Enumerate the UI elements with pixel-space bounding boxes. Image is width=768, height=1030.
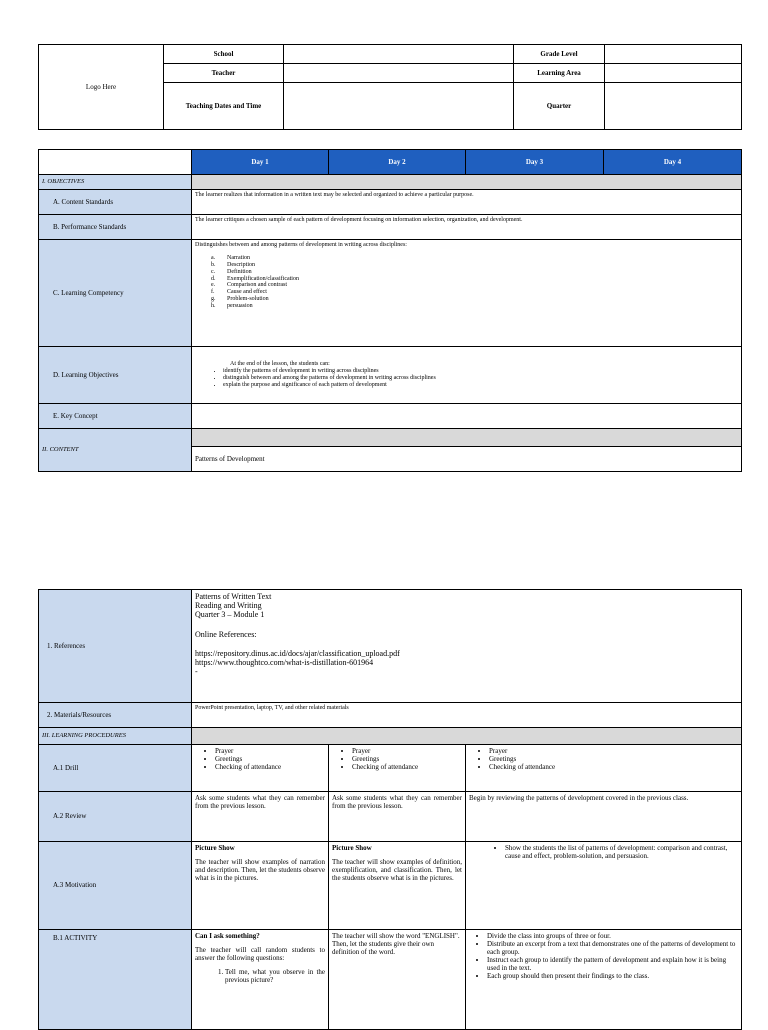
review-day-1: Ask some students what they can remember from the previous lesson. [192, 792, 329, 842]
drill-item: • Greetings [215, 755, 325, 763]
motivation-text: The teacher will show examples of definition, exemplification, and classification. Then, let the students observe what is in the pictures. [332, 858, 462, 883]
drill-item: • Greetings [352, 755, 462, 763]
materials-label: 2. Materials/Resources [39, 703, 192, 728]
drill-item: • Greetings [489, 755, 738, 763]
teaching-dates-value[interactable] [284, 83, 514, 130]
competency-item: a. Narration [211, 254, 250, 261]
drill-item: • Checking of attendance [352, 763, 462, 771]
activity-label: B.1 ACTIVITY [39, 930, 192, 1030]
learning-objectives-label: D. Learning Objectives [39, 347, 192, 404]
ref-line: Quarter 3 – Module 1 [195, 610, 265, 620]
objectives-section-label: I. OBJECTIVES [39, 175, 192, 190]
drill-item: • Checking of attendance [215, 763, 325, 771]
activity-step: • Distribute an excerpt from a text that demonstrates one of the patterns of development to each group. [487, 940, 738, 956]
content-text: Patterns of Development [192, 447, 742, 472]
objectives-table [38, 149, 742, 472]
performance-standards-text: The learner critiques a chosen sample of each pattern of development focusing on information selection, organization, and development. [192, 215, 742, 240]
objective-item: • distinguish between and among the patterns of development in writing across disciplines [223, 375, 738, 382]
competency-item: g. Problem-solution [211, 296, 269, 303]
key-concept-label: E. Key Concept [39, 404, 192, 429]
day-4-header: Day 4 [604, 150, 742, 175]
day-1-header: Day 1 [192, 150, 329, 175]
content-section-label: II. CONTENT [39, 429, 192, 472]
content-standards-text: The learner realizes that information in a written text may be selected and organized to achieve a particular purpose. [192, 190, 742, 215]
objective-item: • identify the patterns of development in writing across disciplines [223, 368, 738, 375]
corner-cell [39, 150, 192, 175]
activity-step: • Instruct each group to identify the pattern of development and explain how it is being used in the text. [487, 956, 738, 972]
online-references-label: Online References: [195, 629, 257, 639]
drill-item: • Prayer [352, 747, 462, 755]
motivation-day-3 [466, 842, 742, 930]
quarter-value[interactable] [605, 83, 742, 130]
trailing-dash: - [195, 667, 198, 677]
grade-level-label: Grade Level [514, 45, 605, 64]
header-table [38, 44, 742, 130]
procedures-section-fill [192, 728, 742, 745]
drill-item: • Prayer [215, 747, 325, 755]
learning-competency-cell [192, 240, 742, 347]
school-label: School [164, 45, 284, 64]
picture-show-title: Picture Show [195, 844, 235, 852]
day-2-header: Day 2 [329, 150, 466, 175]
competency-item: h. persuasion [211, 303, 253, 310]
activity-day-3 [466, 930, 742, 1030]
learning-area-value[interactable] [605, 64, 742, 83]
drill-item: • Prayer [489, 747, 738, 755]
reference-link[interactable]: https://repository.dinus.ac.id/docs/ajar/classification_upload.pdf [195, 648, 400, 658]
references-cell [192, 590, 742, 703]
competency-item: c. Definition [211, 268, 252, 275]
content-standards-label: A. Content Standards [39, 190, 192, 215]
objectives-section-fill [192, 175, 742, 190]
activity-step: • Divide the class into groups of three or four. [487, 932, 738, 940]
drill-item: • Checking of attendance [489, 763, 738, 771]
learning-area-label: Learning Area [514, 64, 605, 83]
competency-item: d. Exemplification/classification [211, 275, 299, 282]
drill-day-3 [466, 745, 742, 792]
performance-standards-label: B. Performance Standards [39, 215, 192, 240]
competency-intro: Distinguishes between and among patterns of development in writing across disciplines: [195, 242, 407, 248]
motivation-text: The teacher will show examples of narration and description. Then, let the students observe what is in the pictures. [195, 858, 325, 883]
key-concept-value [192, 404, 742, 429]
objectives-intro: At the end of the lesson, the students can: [230, 361, 330, 368]
competency-list [195, 255, 738, 310]
procedures-table [38, 589, 742, 1030]
competency-item: b. Description [211, 261, 255, 268]
activity-step: • Each group should then present their findings to the class. [487, 972, 738, 980]
content-section-fill [192, 429, 742, 447]
activity-day-2: The teacher will show the word "ENGLISH". Then, let the students give their own definition of the word. [329, 930, 466, 1030]
motivation-day-2 [329, 842, 466, 930]
references-label: 1. References [39, 590, 192, 703]
picture-show-title: Picture Show [332, 844, 372, 852]
activity-question: 1. Tell me, what you observe in the previous picture? [225, 968, 325, 984]
motivation-item: • Show the students the list of patterns of development: comparison and contrast, cause and effect, problem-solution, and persuasion. [505, 844, 732, 860]
day-3-header: Day 3 [466, 150, 604, 175]
review-day-3: Begin by reviewing the patterns of development covered in the previous class. [466, 792, 742, 842]
motivation-day-1 [192, 842, 329, 930]
competency-item: e. Comparison and contrast [211, 282, 287, 289]
activity-day-1 [192, 930, 329, 1030]
grade-level-value[interactable] [605, 45, 742, 64]
activity-title: Can I ask something? [195, 932, 260, 940]
motivation-label: A.3 Motivation [39, 842, 192, 930]
competency-item: f. Cause and effect [211, 289, 267, 296]
drill-day-1 [192, 745, 329, 792]
objective-item: • explain the purpose and significance of each pattern of development [223, 382, 738, 389]
materials-text: PowerPoint presentation, laptop, TV, and other related materials [192, 703, 742, 728]
activity-text: The teacher will call random students to answer the following questions: [195, 946, 325, 963]
review-label: A.2 Review [39, 792, 192, 842]
review-day-2: Ask some students what they can remember from the previous lesson. [329, 792, 466, 842]
reference-link[interactable]: https://www.thoughtco.com/what-is-distillation-601964 [195, 657, 374, 667]
teacher-value[interactable] [284, 64, 514, 83]
drill-day-2 [329, 745, 466, 792]
ref-line: Patterns of Written Text [195, 592, 272, 601]
logo-placeholder: Logo Here [39, 45, 164, 130]
teacher-label: Teacher [164, 64, 284, 83]
school-value[interactable] [284, 45, 514, 64]
learning-competency-label: C. Learning Competency [39, 240, 192, 347]
ref-line: Reading and Writing [195, 601, 262, 611]
procedures-section-label: III. LEARNING PROCEDURES [39, 728, 192, 745]
drill-label: A.1 Drill [39, 745, 192, 792]
teaching-dates-label: Teaching Dates and Time [164, 83, 284, 130]
quarter-label: Quarter [514, 83, 605, 130]
learning-objectives-cell [192, 347, 742, 404]
